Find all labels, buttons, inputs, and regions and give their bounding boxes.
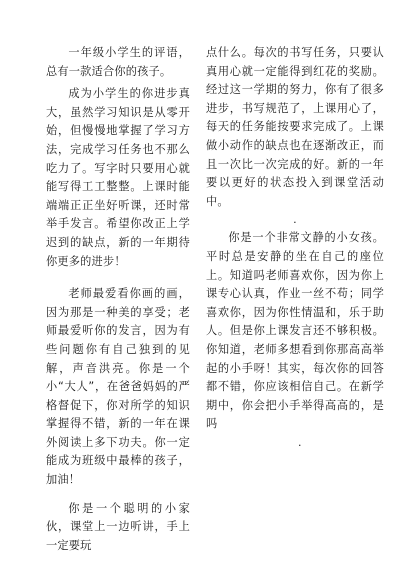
comment-paragraph-1: 成为小学生的你进步真大，虽然学习知识是从零开始，但慢慢地掌握了学习方法，完成学习任务也不那么吃力了。写字时只要用心就能写得工工整整。上课时能端端正正坐好听课，还时常举手发言。希望你改正上学迟到的缺点，新的一年期待你更多的进步！ <box>46 87 190 268</box>
comment-paragraph-3-start: 你是一个聪明的小家伙，课堂上一边听讲，手上一定要玩 <box>46 501 190 552</box>
right-column <box>196 44 400 565</box>
separator-mark: . <box>293 213 297 227</box>
comment-paragraph-4: 你是一个非常文静的小女孩。平时总是安静的坐在自己的座位上。知道吗老师喜欢你，因为你上课专心认真，作业一丝不苟；同学喜欢你，因为你性情温和，乐于助人。但是你上课发言还不够积极。你知道，老师多想看到你那高高举起的小手呀！其实，每次你的回答都不错，你应该相信自己。在新学期中，你会把小手举得高高的，是吗 <box>206 231 384 431</box>
left-column <box>0 44 196 565</box>
comment-paragraph-3-continued: 点什么。每次的书写任务，只要认真用心就一定能得到红花的奖励。经过这一学期的努力，你有了很多进步，书写规范了，上课用心了，每天的任务能按要求完成了。上课做小动作的缺点也在逐渐改正，而且一次比一次完成的好。新的一年要以更好的状态投入到课堂活动中。 <box>206 46 384 208</box>
end-mark: . <box>298 435 302 449</box>
intro-paragraph: 一年级小学生的评语，总有一款适合你的孩子。 <box>46 46 190 78</box>
comment-paragraph-2: 老师最爱看你画的画，因为那是一种美的享受；老师最爱听你的发言，因为有些问题你有自己独到的见解，声音洪亮。你是一个小“大人”，在爸爸妈妈的严格督促下，你对所学的知识掌握得不错，新的一年在课外阅读上多下功夫。你一定能成为班级中最棒的孩子，加油！ <box>46 287 190 487</box>
